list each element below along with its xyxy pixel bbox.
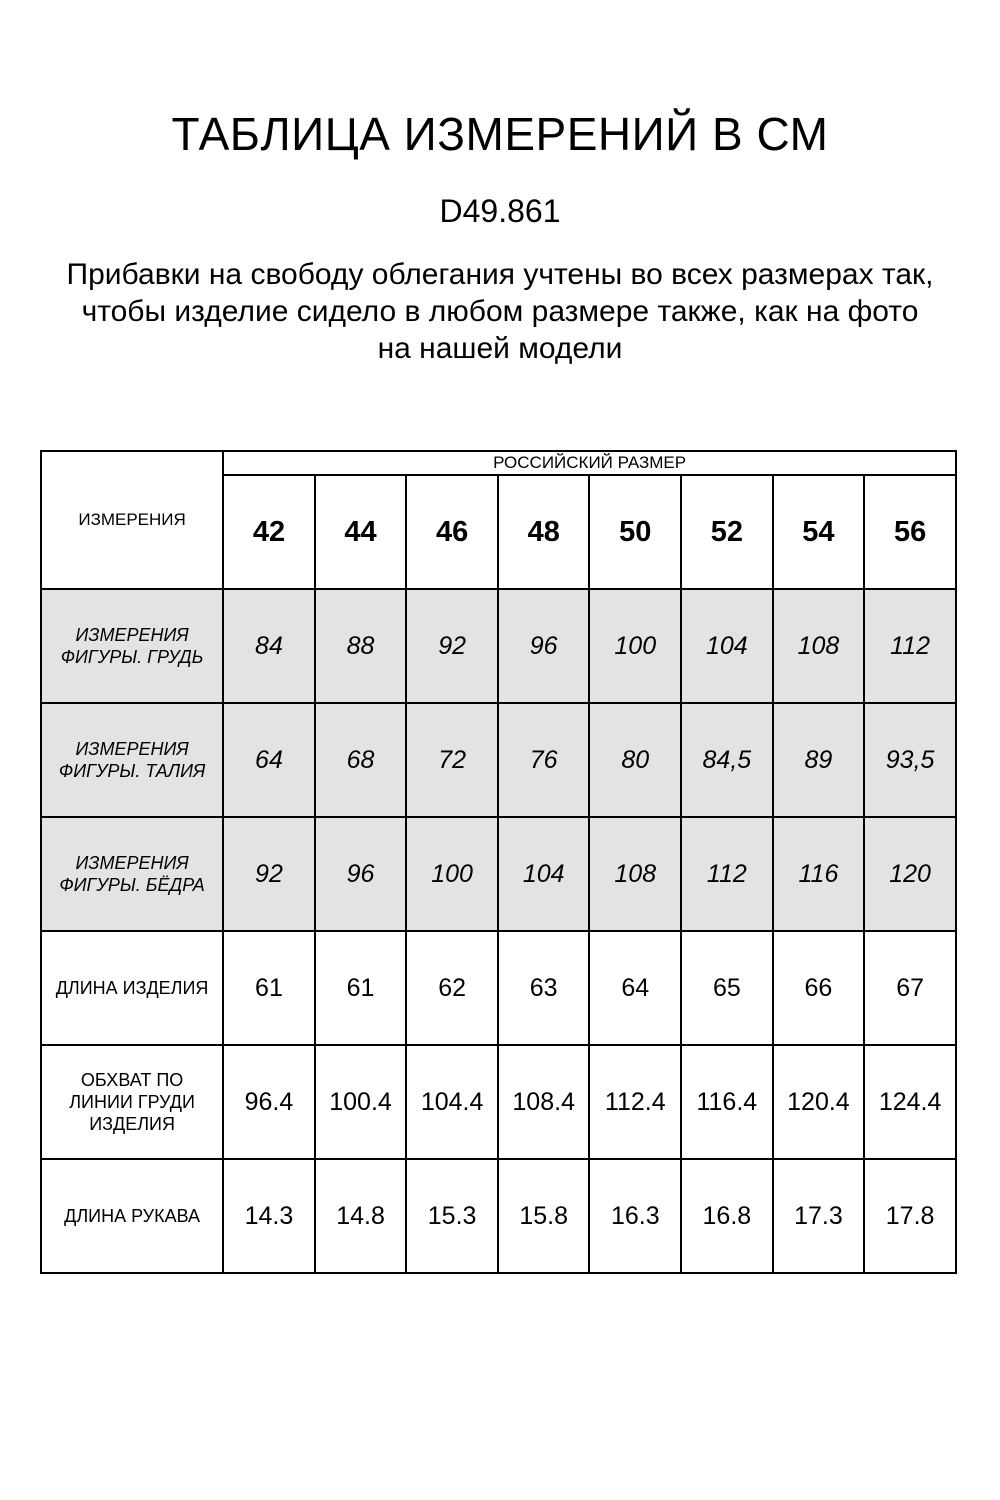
table-cell: 15.8	[498, 1159, 590, 1273]
table-cell: 116	[773, 817, 865, 931]
row-label-line: ИЗМЕРЕНИЯ	[75, 625, 189, 645]
fit-note-line: чтобы изделие сидело в любом размере также, как на фото	[81, 295, 919, 328]
table-cell: 88	[315, 589, 407, 703]
size-header-cell: 54	[773, 475, 865, 589]
row-label	[41, 589, 223, 703]
table-cell: 96	[498, 589, 590, 703]
table-cell: 14.8	[315, 1159, 407, 1273]
table-cell: 76	[498, 703, 590, 817]
table-cell: 120.4	[773, 1045, 865, 1159]
row-label-line: ДЛИНА РУКАВА	[64, 1206, 201, 1226]
table-cell: 92	[223, 817, 315, 931]
table-cell: 112.4	[589, 1045, 681, 1159]
size-table	[40, 450, 957, 1274]
size-header-cell: 42	[223, 475, 315, 589]
table-cell: 62	[406, 931, 498, 1045]
table-cell: 108	[589, 817, 681, 931]
table-cell: 67	[864, 931, 956, 1045]
table-cell: 68	[315, 703, 407, 817]
table-cell: 124.4	[864, 1045, 956, 1159]
table-header-row	[41, 451, 956, 475]
table-cell: 84	[223, 589, 315, 703]
table-cell: 116.4	[681, 1045, 773, 1159]
table-cell: 64	[589, 931, 681, 1045]
table-cell: 72	[406, 703, 498, 817]
size-group-header: РОССИЙСКИЙ РАЗМЕР	[223, 451, 956, 475]
table-row-sleeve-length	[41, 1159, 956, 1273]
table-cell: 84,5	[681, 703, 773, 817]
table-cell: 108	[773, 589, 865, 703]
table-row-garment-chest	[41, 1045, 956, 1159]
fit-note-line: Прибавки на свободу облегания учтены во всех размерах так,	[66, 258, 934, 291]
table-cell: 16.3	[589, 1159, 681, 1273]
table-cell: 61	[223, 931, 315, 1045]
table-row-waist	[41, 703, 956, 817]
table-cell: 96	[315, 817, 407, 931]
size-header-cell: 56	[864, 475, 956, 589]
fit-note	[30, 256, 970, 367]
size-header-cell: 48	[498, 475, 590, 589]
size-header-cell: 50	[589, 475, 681, 589]
size-header-cell: 44	[315, 475, 407, 589]
fit-note-line: на нашей модели	[377, 332, 623, 365]
row-label-line: ИЗМЕРЕНИЯ	[75, 739, 189, 759]
table-cell: 96.4	[223, 1045, 315, 1159]
row-label-line: ИЗМЕРЕНИЯ	[75, 853, 189, 873]
table-cell: 64	[223, 703, 315, 817]
table-cell: 15.3	[406, 1159, 498, 1273]
row-label-line: ФИГУРЫ. ГРУДЬ	[60, 647, 204, 667]
article-number: D49.861	[439, 193, 561, 229]
table-cell: 112	[681, 817, 773, 931]
table-cell: 108.4	[498, 1045, 590, 1159]
row-label-line: ЛИНИИ ГРУДИ	[69, 1092, 195, 1112]
table-cell: 17.3	[773, 1159, 865, 1273]
page-title: ТАБЛИЦА ИЗМЕРЕНИЙ В СМ	[171, 108, 829, 160]
table-cell: 93,5	[864, 703, 956, 817]
table-cell: 112	[864, 589, 956, 703]
table-cell: 92	[406, 589, 498, 703]
table-cell: 100	[589, 589, 681, 703]
table-row-hips	[41, 817, 956, 931]
size-header-cell: 52	[681, 475, 773, 589]
row-label-line: ИЗДЕЛИЯ	[89, 1114, 175, 1134]
row-label	[41, 1159, 223, 1273]
table-cell: 61	[315, 931, 407, 1045]
table-cell: 89	[773, 703, 865, 817]
row-label	[41, 931, 223, 1045]
table-cell: 104	[498, 817, 590, 931]
table-row-chest	[41, 589, 956, 703]
row-label	[41, 817, 223, 931]
table-cell: 100	[406, 817, 498, 931]
table-cell: 65	[681, 931, 773, 1045]
row-label-line: ОБХВАТ ПО	[80, 1070, 184, 1090]
table-cell: 104	[681, 589, 773, 703]
table-cell: 80	[589, 703, 681, 817]
measurements-column-header: ИЗМЕРЕНИЯ	[41, 451, 223, 589]
row-label-line: ФИГУРЫ. ТАЛИЯ	[58, 761, 206, 781]
table-cell: 17.8	[864, 1159, 956, 1273]
table-row-garment-length	[41, 931, 956, 1045]
row-label	[41, 1045, 223, 1159]
row-label-line: ФИГУРЫ. БЁДРА	[59, 875, 205, 895]
table-cell: 120	[864, 817, 956, 931]
table-cell: 16.8	[681, 1159, 773, 1273]
table-cell: 63	[498, 931, 590, 1045]
size-header-cell: 46	[406, 475, 498, 589]
row-label-line: ДЛИНА ИЗДЕЛИЯ	[55, 978, 209, 998]
row-label	[41, 703, 223, 817]
table-cell: 100.4	[315, 1045, 407, 1159]
table-cell: 14.3	[223, 1159, 315, 1273]
table-cell: 66	[773, 931, 865, 1045]
table-cell: 104.4	[406, 1045, 498, 1159]
